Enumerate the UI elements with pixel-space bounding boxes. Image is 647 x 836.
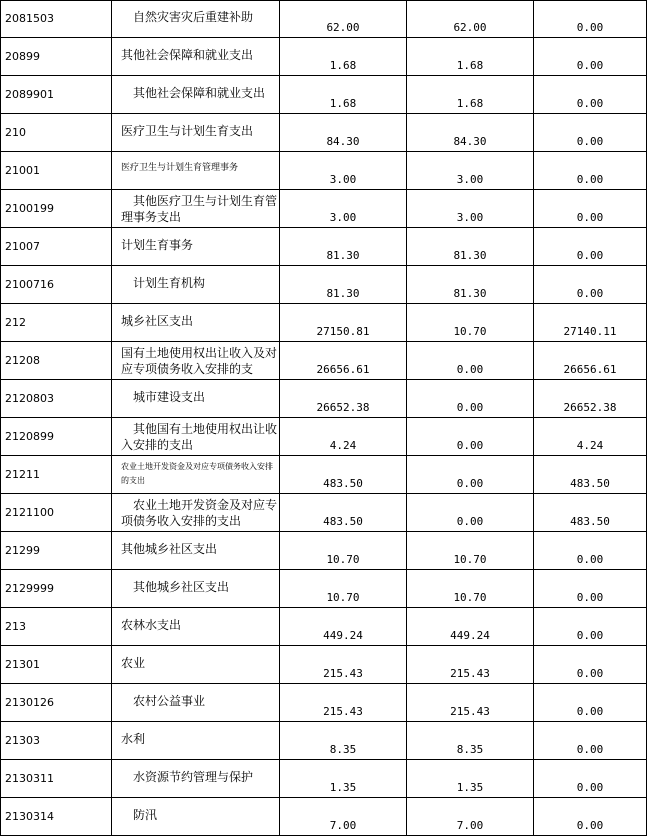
project-cell xyxy=(534,38,647,76)
row-name: 农林水支出 xyxy=(121,618,182,632)
project-cell xyxy=(534,76,647,114)
code-cell xyxy=(0,684,112,722)
row-project: 4.24 xyxy=(576,439,604,452)
row-project: 0.00 xyxy=(576,249,604,262)
name-cell xyxy=(112,532,280,570)
row-basic: 0.00 xyxy=(456,515,484,528)
basic-cell xyxy=(407,494,534,532)
row-code: 2130314 xyxy=(5,810,54,823)
row-basic: 1.35 xyxy=(456,781,484,794)
row-code: 2130126 xyxy=(5,696,54,709)
row-code: 21208 xyxy=(5,354,40,367)
row-total: 215.43 xyxy=(323,667,363,680)
basic-cell xyxy=(407,570,534,608)
code-cell xyxy=(0,342,112,380)
row-name: 水资源节约管理与保护 xyxy=(133,770,254,784)
table-row xyxy=(0,380,647,418)
name-cell xyxy=(112,760,280,798)
name-cell xyxy=(112,266,280,304)
table-row xyxy=(0,760,647,798)
row-project: 0.00 xyxy=(576,781,604,794)
basic-cell xyxy=(407,190,534,228)
row-code: 2100199 xyxy=(5,202,54,215)
row-total: 4.24 xyxy=(329,439,357,452)
code-cell xyxy=(0,798,112,836)
table-row xyxy=(0,570,647,608)
code-cell xyxy=(0,570,112,608)
code-cell xyxy=(0,0,112,38)
basic-cell xyxy=(407,608,534,646)
table-row xyxy=(0,38,647,76)
row-name: 其他城乡社区支出 xyxy=(121,542,218,556)
project-cell xyxy=(534,684,647,722)
code-cell xyxy=(0,38,112,76)
table-row xyxy=(0,418,647,456)
row-total: 7.00 xyxy=(329,819,357,832)
project-cell xyxy=(534,494,647,532)
name-cell xyxy=(112,380,280,418)
row-total: 215.43 xyxy=(323,705,363,718)
row-total: 81.30 xyxy=(326,249,360,262)
row-total: 62.00 xyxy=(326,21,360,34)
row-project: 0.00 xyxy=(576,211,604,224)
name-cell xyxy=(112,494,280,532)
total-cell xyxy=(280,38,407,76)
row-code: 210 xyxy=(5,126,26,139)
code-cell xyxy=(0,228,112,266)
total-cell xyxy=(280,76,407,114)
total-cell xyxy=(280,722,407,760)
row-basic: 1.68 xyxy=(456,59,484,72)
table-row xyxy=(0,114,647,152)
row-total: 3.00 xyxy=(329,173,357,186)
row-code: 2120899 xyxy=(5,430,54,443)
project-cell xyxy=(534,722,647,760)
project-cell xyxy=(534,190,647,228)
name-cell xyxy=(112,418,280,456)
project-cell xyxy=(534,608,647,646)
row-total: 81.30 xyxy=(326,287,360,300)
name-cell xyxy=(112,798,280,836)
code-cell xyxy=(0,114,112,152)
total-cell xyxy=(280,646,407,684)
basic-cell xyxy=(407,76,534,114)
row-name: 城市建设支出 xyxy=(133,390,206,404)
project-cell xyxy=(534,418,647,456)
row-name: 国有土地使用权出让收入及对应专项债务收入安排的支 xyxy=(121,346,278,376)
name-cell xyxy=(112,228,280,266)
code-cell xyxy=(0,380,112,418)
total-cell xyxy=(280,570,407,608)
total-cell xyxy=(280,380,407,418)
project-cell xyxy=(534,266,647,304)
total-cell xyxy=(280,456,407,494)
code-cell xyxy=(0,152,112,190)
row-basic: 10.70 xyxy=(453,325,487,338)
code-cell xyxy=(0,76,112,114)
total-cell xyxy=(280,304,407,342)
basic-cell xyxy=(407,380,534,418)
row-name: 计划生育事务 xyxy=(121,238,194,252)
row-code: 21211 xyxy=(5,468,40,481)
row-code: 2121100 xyxy=(5,506,54,519)
row-project: 0.00 xyxy=(576,629,604,642)
row-total: 10.70 xyxy=(326,591,360,604)
row-basic: 3.00 xyxy=(456,173,484,186)
project-cell xyxy=(534,532,647,570)
total-cell xyxy=(280,0,407,38)
basic-cell xyxy=(407,722,534,760)
basic-cell xyxy=(407,342,534,380)
row-project: 0.00 xyxy=(576,59,604,72)
code-cell xyxy=(0,190,112,228)
table-row xyxy=(0,532,647,570)
table-row xyxy=(0,190,647,228)
row-name: 水利 xyxy=(121,732,146,746)
row-basic: 81.30 xyxy=(453,287,487,300)
row-name: 其他城乡社区支出 xyxy=(133,580,230,594)
row-project: 27140.11 xyxy=(563,325,617,338)
table-row xyxy=(0,684,647,722)
project-cell xyxy=(534,760,647,798)
row-total: 483.50 xyxy=(323,515,363,528)
basic-cell xyxy=(407,760,534,798)
project-cell xyxy=(534,646,647,684)
basic-cell xyxy=(407,532,534,570)
basic-cell xyxy=(407,646,534,684)
basic-cell xyxy=(407,304,534,342)
project-cell xyxy=(534,798,647,836)
name-cell xyxy=(112,722,280,760)
project-cell xyxy=(534,228,647,266)
row-total: 1.68 xyxy=(329,59,357,72)
name-cell xyxy=(112,342,280,380)
row-basic: 3.00 xyxy=(456,211,484,224)
row-total: 449.24 xyxy=(323,629,363,642)
row-total: 26656.61 xyxy=(316,363,370,376)
name-cell xyxy=(112,114,280,152)
table-row xyxy=(0,152,647,190)
row-total: 1.35 xyxy=(329,781,357,794)
code-cell xyxy=(0,646,112,684)
project-cell xyxy=(534,114,647,152)
row-project: 0.00 xyxy=(576,743,604,756)
row-project: 0.00 xyxy=(576,591,604,604)
total-cell xyxy=(280,760,407,798)
row-project: 0.00 xyxy=(576,173,604,186)
project-cell xyxy=(534,304,647,342)
row-basic: 0.00 xyxy=(456,439,484,452)
row-code: 21301 xyxy=(5,658,40,671)
table-row xyxy=(0,0,647,38)
project-cell xyxy=(534,0,647,38)
row-code: 20899 xyxy=(5,50,40,63)
total-cell xyxy=(280,418,407,456)
row-basic: 84.30 xyxy=(453,135,487,148)
basic-cell xyxy=(407,798,534,836)
table-row xyxy=(0,342,647,380)
name-cell xyxy=(112,608,280,646)
row-basic: 449.24 xyxy=(450,629,490,642)
code-cell xyxy=(0,418,112,456)
row-total: 84.30 xyxy=(326,135,360,148)
basic-cell xyxy=(407,38,534,76)
row-project: 0.00 xyxy=(576,705,604,718)
row-project: 483.50 xyxy=(570,477,610,490)
row-name: 医疗卫生与计划生育管理事务 xyxy=(121,163,239,173)
code-cell xyxy=(0,608,112,646)
table-row xyxy=(0,646,647,684)
row-code: 21007 xyxy=(5,240,40,253)
row-basic: 81.30 xyxy=(453,249,487,262)
name-cell xyxy=(112,304,280,342)
row-name: 农业土地开发资金及对应专项债务收入安排的支出 xyxy=(121,462,273,485)
row-basic: 10.70 xyxy=(453,591,487,604)
row-code: 213 xyxy=(5,620,26,633)
row-total: 483.50 xyxy=(323,477,363,490)
basic-cell xyxy=(407,228,534,266)
row-project: 0.00 xyxy=(576,287,604,300)
row-project: 0.00 xyxy=(576,21,604,34)
row-project: 0.00 xyxy=(576,819,604,832)
row-project: 26656.61 xyxy=(563,363,617,376)
row-code: 2100716 xyxy=(5,278,54,291)
row-code: 2081503 xyxy=(5,12,54,25)
table-row xyxy=(0,304,647,342)
code-cell xyxy=(0,266,112,304)
row-project: 26652.38 xyxy=(563,401,617,414)
total-cell xyxy=(280,266,407,304)
table-row xyxy=(0,494,647,532)
total-cell xyxy=(280,152,407,190)
basic-cell xyxy=(407,152,534,190)
name-cell xyxy=(112,456,280,494)
table-row xyxy=(0,456,647,494)
table-row xyxy=(0,76,647,114)
name-cell xyxy=(112,152,280,190)
total-cell xyxy=(280,798,407,836)
row-total: 8.35 xyxy=(329,743,357,756)
row-code: 21299 xyxy=(5,544,40,557)
row-name: 其他社会保障和就业支出 xyxy=(121,48,254,62)
table-row xyxy=(0,722,647,760)
row-basic: 0.00 xyxy=(456,401,484,414)
row-basic: 8.35 xyxy=(456,743,484,756)
total-cell xyxy=(280,494,407,532)
row-name: 农村公益事业 xyxy=(133,694,206,708)
project-cell xyxy=(534,152,647,190)
row-name: 其他国有土地使用权出让收入安排的支出 xyxy=(121,422,278,452)
row-name: 计划生育机构 xyxy=(133,276,206,290)
code-cell xyxy=(0,456,112,494)
total-cell xyxy=(280,532,407,570)
row-code: 21001 xyxy=(5,164,40,177)
row-project: 0.00 xyxy=(576,553,604,566)
total-cell xyxy=(280,608,407,646)
row-basic: 7.00 xyxy=(456,819,484,832)
row-code: 2129999 xyxy=(5,582,54,595)
total-cell xyxy=(280,114,407,152)
row-project: 0.00 xyxy=(576,97,604,110)
row-basic: 215.43 xyxy=(450,705,490,718)
row-name: 农业土地开发资金及对应专项债务收入安排的支出 xyxy=(121,498,278,528)
row-project: 0.00 xyxy=(576,135,604,148)
table-row xyxy=(0,228,647,266)
row-basic: 1.68 xyxy=(456,97,484,110)
table-row xyxy=(0,266,647,304)
project-cell xyxy=(534,570,647,608)
name-cell xyxy=(112,646,280,684)
code-cell xyxy=(0,760,112,798)
row-total: 1.68 xyxy=(329,97,357,110)
row-total: 27150.81 xyxy=(316,325,370,338)
row-basic: 10.70 xyxy=(453,553,487,566)
basic-cell xyxy=(407,0,534,38)
total-cell xyxy=(280,228,407,266)
row-name: 城乡社区支出 xyxy=(121,314,194,328)
code-cell xyxy=(0,494,112,532)
row-name: 自然灾害灾后重建补助 xyxy=(133,10,254,24)
project-cell xyxy=(534,380,647,418)
basic-cell xyxy=(407,266,534,304)
row-project: 0.00 xyxy=(576,667,604,680)
row-code: 2120803 xyxy=(5,392,54,405)
basic-cell xyxy=(407,418,534,456)
row-code: 212 xyxy=(5,316,26,329)
table-row xyxy=(0,608,647,646)
table-row xyxy=(0,798,647,836)
row-name: 医疗卫生与计划生育支出 xyxy=(121,124,254,138)
row-total: 3.00 xyxy=(329,211,357,224)
name-cell xyxy=(112,684,280,722)
row-project: 483.50 xyxy=(570,515,610,528)
code-cell xyxy=(0,532,112,570)
total-cell xyxy=(280,342,407,380)
name-cell xyxy=(112,0,280,38)
row-total: 10.70 xyxy=(326,553,360,566)
row-total: 26652.38 xyxy=(316,401,370,414)
project-cell xyxy=(534,342,647,380)
total-cell xyxy=(280,684,407,722)
name-cell xyxy=(112,190,280,228)
name-cell xyxy=(112,38,280,76)
basic-cell xyxy=(407,456,534,494)
row-name: 防汛 xyxy=(133,808,158,822)
row-basic: 0.00 xyxy=(456,363,484,376)
name-cell xyxy=(112,76,280,114)
basic-cell xyxy=(407,684,534,722)
total-cell xyxy=(280,190,407,228)
row-name: 其他社会保障和就业支出 xyxy=(133,86,266,100)
code-cell xyxy=(0,304,112,342)
row-name: 其他医疗卫生与计划生育管理事务支出 xyxy=(121,194,278,224)
basic-cell xyxy=(407,114,534,152)
row-code: 2089901 xyxy=(5,88,54,101)
row-basic: 0.00 xyxy=(456,477,484,490)
row-basic: 215.43 xyxy=(450,667,490,680)
name-cell xyxy=(112,570,280,608)
row-code: 2130311 xyxy=(5,772,54,785)
row-name: 农业 xyxy=(121,656,146,670)
code-cell xyxy=(0,722,112,760)
row-code: 21303 xyxy=(5,734,40,747)
row-basic: 62.00 xyxy=(453,21,487,34)
project-cell xyxy=(534,456,647,494)
